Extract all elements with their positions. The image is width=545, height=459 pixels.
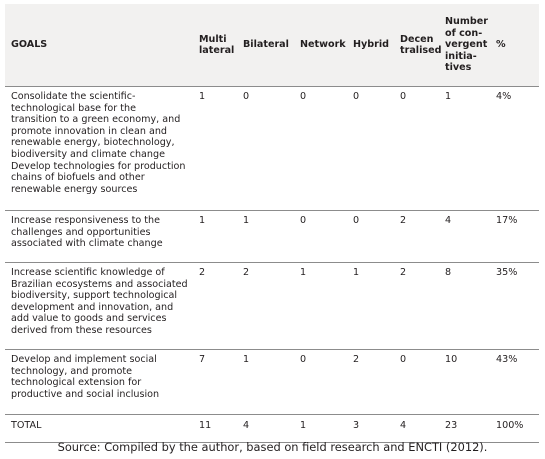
goal-line: Brazilian ecosystems and associated	[11, 278, 188, 290]
table-row	[5, 350, 539, 415]
goal-line: promote innovation in clean and	[11, 125, 167, 137]
network-cell: 0	[294, 87, 347, 211]
goal-cell	[5, 87, 193, 211]
initiatives-count-cell: 1	[439, 87, 492, 211]
header-decentralised-line-2: tralised	[400, 45, 442, 56]
total-network: 1	[294, 415, 347, 443]
header-number-line-4: initia-	[445, 50, 477, 62]
header-hybrid	[347, 4, 394, 87]
hybrid-cell: 1	[347, 263, 394, 350]
table-row	[5, 211, 539, 263]
header-percent-text: %	[496, 39, 506, 51]
goal-line: Develop and implement social	[11, 354, 157, 365]
multilateral-cell: 1	[193, 87, 237, 211]
goal-line: challenges and opportunities	[11, 226, 151, 238]
bilateral-cell: 2	[237, 263, 294, 350]
goal-line: renewable energy, biotechnology,	[11, 137, 175, 149]
header-multilateral	[193, 4, 237, 87]
multilateral-cell: 1	[193, 211, 237, 263]
goal-line: biodiversity and climate change	[11, 148, 166, 160]
goal-line: transition to a green economy, and	[11, 114, 181, 126]
goal-line: technological base for the	[11, 102, 137, 114]
header-percent	[492, 4, 539, 87]
total-multilateral: 11	[193, 415, 237, 443]
header-row	[5, 4, 539, 87]
header-bilateral	[237, 4, 294, 87]
decentralised-cell: 2	[394, 263, 439, 350]
goal-line: technological extension for	[11, 377, 142, 389]
goal-line: productive and social inclusion	[11, 388, 160, 400]
initiatives-count-cell: 8	[439, 263, 492, 350]
total-label: TOTAL	[5, 415, 193, 443]
network-cell: 1	[294, 263, 347, 350]
network-cell: 0	[294, 211, 347, 263]
goals-table	[5, 4, 539, 443]
goal-line: Consolidate the scientific-	[11, 91, 136, 102]
header-hybrid-text: Hybrid	[353, 39, 390, 51]
goal-line: biodiversity, support technological	[11, 290, 178, 302]
header-network-text: Network	[300, 39, 346, 51]
header-network	[294, 4, 347, 87]
total-bilateral: 4	[237, 415, 294, 443]
decentralised-cell: 2	[394, 211, 439, 263]
goal-cell	[5, 211, 193, 263]
decentralised-cell: 0	[394, 350, 439, 415]
network-cell: 0	[294, 350, 347, 415]
percent-cell: 43%	[492, 350, 539, 415]
bilateral-cell: 1	[237, 211, 294, 263]
header-bilateral-text: Bilateral	[243, 39, 289, 51]
goal-line: technology, and promote	[11, 365, 133, 377]
goal-line: derived from these resources	[11, 324, 152, 336]
goal-line: chains of biofuels and other	[11, 172, 145, 184]
total-hybrid: 3	[347, 415, 394, 443]
initiatives-count-cell: 4	[439, 211, 492, 263]
hybrid-cell: 0	[347, 87, 394, 211]
header-number-initiatives	[439, 4, 492, 87]
header-goals-text: GOALS	[11, 39, 48, 51]
goal-line: Increase scientific knowledge of	[11, 267, 165, 278]
goal-cell	[5, 350, 193, 415]
hybrid-cell: 2	[347, 350, 394, 415]
multilateral-cell: 2	[193, 263, 237, 350]
goal-line: development and innovation, and	[11, 301, 174, 313]
source-note: Source: Compiled by the author, based on field research and ENCTI (2012).	[57, 440, 488, 454]
total-percent: 100%	[492, 415, 539, 443]
header-number-line-2: of con-	[445, 27, 483, 39]
initiatives-count-cell: 10	[439, 350, 492, 415]
total-decentralised: 4	[394, 415, 439, 443]
header-number-line-1: Number	[445, 16, 488, 28]
multilateral-cell: 7	[193, 350, 237, 415]
bilateral-cell: 1	[237, 350, 294, 415]
header-multilateral-line-1: Multi	[199, 33, 227, 45]
goal-line: Develop technologies for production	[11, 160, 186, 172]
goal-line: associated with climate change	[11, 238, 163, 250]
goal-line: Increase responsiveness to the	[11, 215, 161, 226]
table-row	[5, 87, 539, 211]
total-initiatives: 23	[439, 415, 492, 443]
header-number-line-5: tives	[445, 62, 472, 74]
goal-cell	[5, 263, 193, 350]
goal-line: renewable energy sources	[11, 183, 138, 195]
percent-cell: 35%	[492, 263, 539, 350]
header-goals	[5, 4, 193, 87]
percent-cell: 4%	[492, 87, 539, 211]
bilateral-cell: 0	[237, 87, 294, 211]
decentralised-cell: 0	[394, 87, 439, 211]
header-decentralised-line-1: Decen	[400, 33, 434, 45]
percent-cell: 17%	[492, 211, 539, 263]
total-row	[5, 415, 539, 443]
header-decentralised	[394, 4, 442, 87]
header-number-line-3: vergent	[445, 39, 488, 51]
goal-line: add value to goods and services	[11, 313, 167, 325]
hybrid-cell: 0	[347, 211, 394, 263]
header-multilateral-line-2: lateral	[199, 45, 235, 56]
table-row	[5, 263, 539, 350]
